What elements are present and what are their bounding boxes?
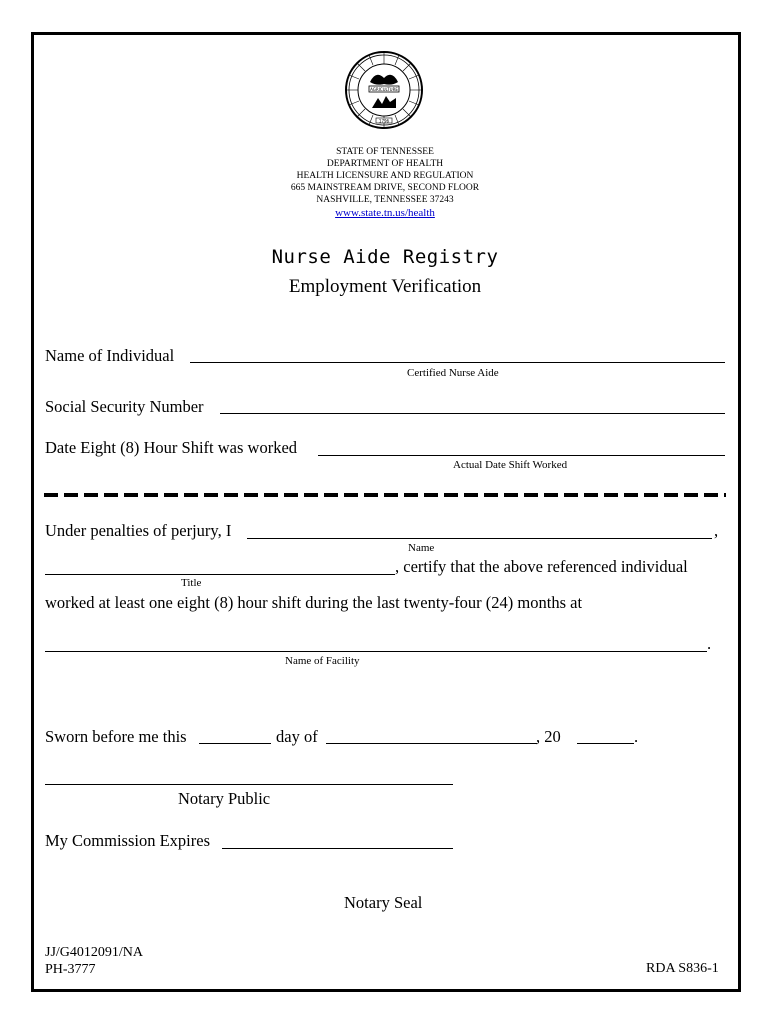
footer-code-1: JJ/G4012091/NA <box>45 945 144 960</box>
agency-header <box>0 146 770 220</box>
name-input-line[interactable] <box>190 362 725 363</box>
date-label: Date Eight (8) Hour Shift was worked <box>45 438 298 457</box>
ssn-label: Social Security Number <box>45 397 204 416</box>
notary-public-label: Notary Public <box>178 789 271 808</box>
facility-caption: Name of Facility <box>285 655 360 667</box>
header-line: STATE OF TENNESSEE <box>336 147 434 157</box>
year-period: . <box>634 727 639 746</box>
signer-name-line[interactable] <box>247 538 712 539</box>
form-id: RDA S836-1 <box>646 961 719 976</box>
notary-seal-label: Notary Seal <box>344 893 423 912</box>
signer-name-caption: Name <box>408 542 435 554</box>
header-line: HEALTH LICENSURE AND REGULATION <box>296 171 474 181</box>
header-line: DEPARTMENT OF HEALTH <box>326 159 444 169</box>
period: . <box>707 634 712 653</box>
facility-name-line[interactable] <box>45 651 707 652</box>
notary-signature-line[interactable] <box>45 784 453 785</box>
date-input-line[interactable] <box>318 455 725 456</box>
commission-label: My Commission Expires <box>45 831 211 850</box>
year-input-line[interactable] <box>577 743 634 744</box>
header-line: 665 MAINSTREAM DRIVE, SECOND FLOOR <box>290 183 480 193</box>
section-divider <box>44 493 726 497</box>
ssn-input-line[interactable] <box>220 413 725 414</box>
comma: , <box>714 521 719 540</box>
shift-statement: worked at least one eight (8) hour shift during the last twenty-four (24) months at <box>45 593 583 612</box>
perjury-label: Under penalties of perjury, I <box>45 521 232 540</box>
name-caption: Certified Nurse Aide <box>407 367 499 379</box>
day-of-label: day of <box>276 727 318 746</box>
page-title: Nurse Aide Registry <box>271 246 499 268</box>
footer-codes <box>45 944 143 978</box>
signer-title-caption: Title <box>181 577 202 589</box>
svg-text:AGRICULTURE: AGRICULTURE <box>370 87 398 92</box>
name-label: Name of Individual <box>45 346 175 365</box>
svg-text:1796: 1796 <box>378 118 390 124</box>
sworn-label: Sworn before me this <box>45 727 187 746</box>
date-caption: Actual Date Shift Worked <box>453 459 568 471</box>
page-subtitle: Employment Verification <box>288 276 482 297</box>
header-line: NASHVILLE, TENNESSEE 37243 <box>316 195 454 205</box>
website-link[interactable]: www.state.tn.us/health <box>335 207 435 219</box>
commission-input-line[interactable] <box>222 848 453 849</box>
month-input-line[interactable] <box>326 743 537 744</box>
certify-text: , certify that the above referenced individual <box>395 557 688 576</box>
signer-title-line[interactable] <box>45 574 395 575</box>
year-prefix: , 20 <box>536 727 561 746</box>
day-input-line[interactable] <box>199 743 271 744</box>
footer-code-2: PH-3777 <box>45 962 96 977</box>
tennessee-state-seal <box>344 50 424 130</box>
